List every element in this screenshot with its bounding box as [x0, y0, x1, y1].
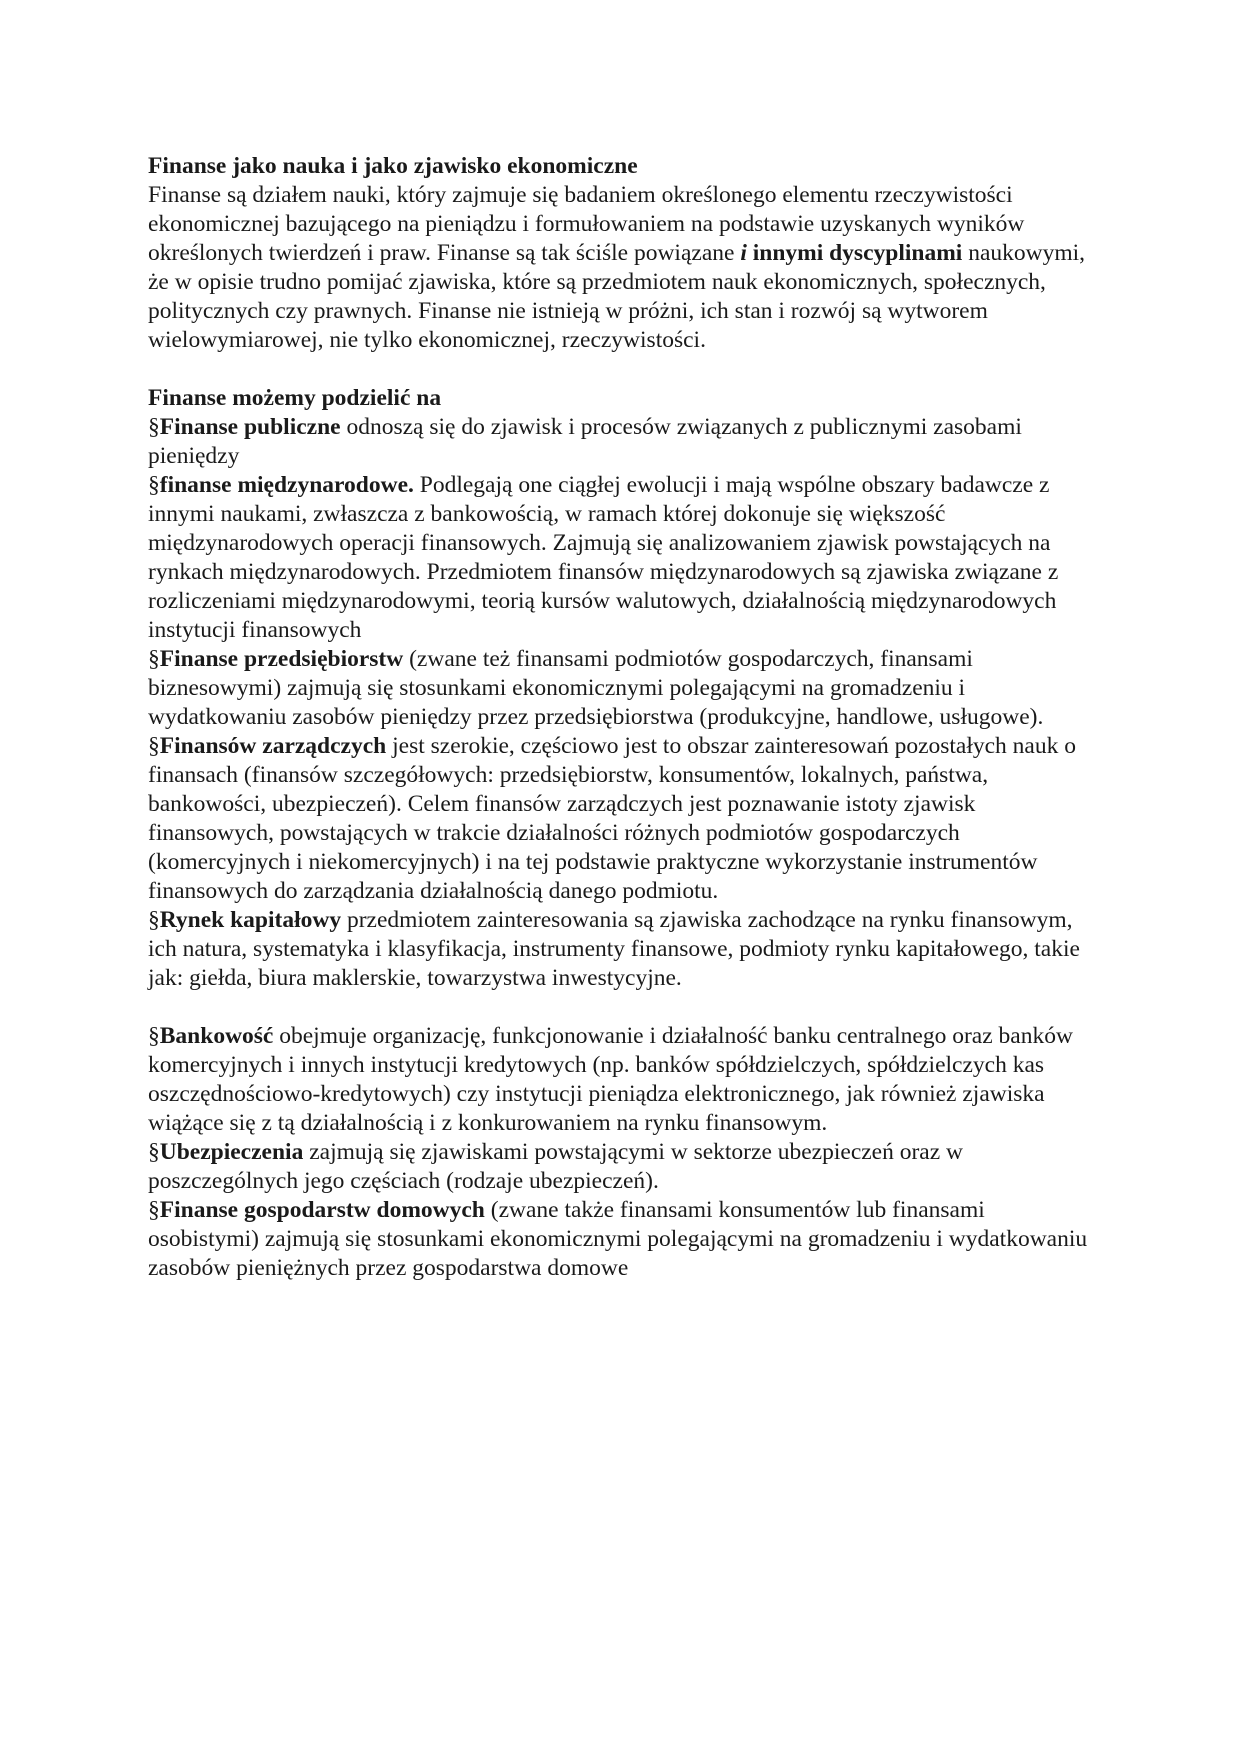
section-symbol: § — [148, 733, 160, 759]
section-text: Podlegają one ciągłej ewolucji i mają wspólne obszary badawcze z innymi naukami, zwłaszcza z bankowością, w ramach której dokonuje się większość międzynarodowych operacji finansowych. Zajmują się analizowaniem zjawisk powstających na rynkach międzynarodowych. Przedmiotem finansów międzynarodowych są zjawiska związane z rozliczeniami międzynarodowymi, teorią kursów walutowych, działalnością międzynarodowych instytucji finansowych — [148, 472, 1059, 643]
section-term: finanse międzynarodowe. — [159, 472, 414, 498]
intro-emphasis-bold: innymi dyscyplinami — [746, 240, 963, 266]
paragraph-gap — [148, 993, 1096, 1022]
intro-paragraph — [148, 181, 1096, 355]
section-term: Ubezpieczenia — [159, 1139, 304, 1165]
section-rynek-kapitalowy — [148, 906, 1096, 993]
section-symbol: § — [148, 414, 160, 440]
section-finanse-gospodarstw-domowych — [148, 1196, 1096, 1283]
section-term: Finanse publiczne — [159, 414, 341, 440]
section-subheading: Finanse możemy podzielić na — [148, 385, 442, 411]
section-finanse-zarzadcze — [148, 732, 1096, 906]
section-text: (zwane także finansami konsumentów lub finansami osobistymi) zajmują się stosunkami ekonomicznymi polegającymi na gromadzeniu i wydatkowaniu zasobów pieniężnych przez gospodarstwa domowe — [148, 1197, 1088, 1281]
document-title: Finanse jako nauka i jako zjawisko ekonomiczne — [148, 153, 638, 179]
section-term: Finanse przedsiębiorstw — [159, 646, 404, 672]
section-symbol: § — [148, 472, 160, 498]
section-finanse-miedzynarodowe — [148, 471, 1096, 645]
intro-text-continued: naukowymi, że w opisie trudno pomijać zjawiska, które są przedmiotem nauk ekonomicznych, społecznych, politycznych czy prawnych. Finanse nie istnieją w próżni, ich stan i rozwój są wytworem wielowymiarowej, nie tylko ekonomicznej, rzeczywistości. — [148, 240, 1086, 353]
intro-emphasis-italic: i — [740, 240, 747, 266]
section-term: Rynek kapitałowy — [159, 907, 342, 933]
section-text: (zwane też finansami podmiotów gospodarczych, finansami biznesowymi) zajmują się stosunkami ekonomicznymi polegającymi na gromadzeniu i wydatkowaniu zasobów pieniędzy przez przedsiębiorstwa (produkcyjne, handlowe, usługowe). — [148, 646, 1044, 730]
document-body — [148, 152, 1096, 1283]
section-text: przedmiotem zainteresowania są zjawiska zachodzące na rynku finansowym, ich natura, systematyka i klasyfikacja, instrumenty finansowe, podmioty rynku kapitałowego, takie jak: giełda, biura maklerskie, towarzystwa inwestycyjne. — [148, 907, 1080, 991]
section-symbol: § — [148, 1023, 160, 1049]
section-symbol: § — [148, 907, 160, 933]
section-term: Bankowość — [159, 1023, 274, 1049]
section-text: obejmuje organizację, funkcjonowanie i działalność banku centralnego oraz banków komercyjnych i innych instytucji kredytowych (np. banków spółdzielczych, spółdzielczych kas oszczędnościowo-kredytowych) czy instytucji pieniądza elektronicznego, jak również zjawiska wiążące się z tą działalnością i z konkurowaniem na rynku finansowym. — [148, 1023, 1073, 1136]
section-ubezpieczenia — [148, 1138, 1096, 1196]
section-symbol: § — [148, 1139, 160, 1165]
section-symbol: § — [148, 1197, 160, 1223]
section-text: zajmują się zjawiskami powstającymi w sektorze ubezpieczeń oraz w poszczególnych jego częściach (rodzaje ubezpieczeń). — [148, 1139, 964, 1194]
section-text: odnoszą się do zjawisk i procesów związanych z publicznymi zasobami pieniędzy — [148, 414, 1022, 469]
section-finanse-przedsiebiorstw — [148, 645, 1096, 732]
section-bankowosc — [148, 1022, 1096, 1138]
section-finanse-publiczne — [148, 413, 1096, 471]
paragraph-gap — [148, 355, 1096, 384]
section-text: jest szerokie, częściowo jest to obszar zainteresowań pozostałych nauk o finansach (finansów szczegółowych: przedsiębiorstw, konsumentów, lokalnych, państwa, bankowości, ubezpieczeń). Celem finansów zarządczych jest poznawanie istoty zjawisk finansowych, powstających w trakcie działalności różnych podmiotów gospodarczych (komercyjnych i niekomercyjnych) i na tej podstawie praktyczne wykorzystanie instrumentów finansowych do zarządzania działalnością danego podmiotu. — [148, 733, 1076, 904]
section-term: Finanse gospodarstw domowych — [159, 1197, 485, 1223]
section-term: Finansów zarządczych — [159, 733, 387, 759]
section-symbol: § — [148, 646, 160, 672]
intro-text: Finanse są działem nauki, który zajmuje się badaniem określonego elementu rzeczywistości ekonomicznej bazującego na pieniądzu i formułowaniem na podstawie uzyskanych wyników określonych twierdzeń i praw. Finanse są tak ściśle powiązane — [148, 182, 1025, 266]
